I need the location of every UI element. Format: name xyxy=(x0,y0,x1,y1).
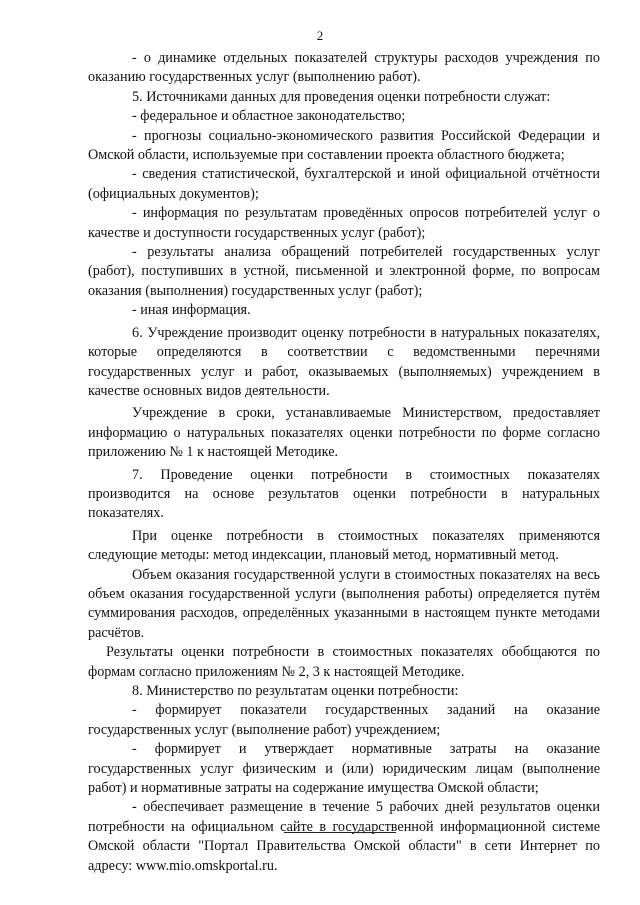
document-body xyxy=(88,49,600,876)
list-item-other: - иная информация. xyxy=(132,302,251,319)
paragraph-8-ministry: 8. Министерство по результатам оценки потребности: xyxy=(132,683,459,699)
paragraph-volume: Объем оказания государственной услуги в стоимостных показателях на весь объем оказания государственной услуги (выполнения работы) определяется путём суммирования расходов, определённых указанными в настоящем пункте методами расчётов. xyxy=(88,566,600,641)
closing-rule xyxy=(284,832,396,833)
paragraph-results-summary: Результаты оценки потребности в стоимостных показателях обобщаются по формам согласно приложениям № 2, 3 к настоящей Методике. xyxy=(88,644,600,680)
list-item-appeals: - результаты анализа обращений потребителей государственных услуг (работ), поступивших в устной, письменной и электронной форме, по вопросам оказания (выполнения) государственных услуг (работ); xyxy=(88,244,600,299)
list-item-publication: - обеспечивает размещение в течение 5 рабочих дней результатов оценки потребности на официальном сайте в государственной информационной системе Омской области "Портал Правительства Омской области" в сети Интернет по адресу: www.mio.omskportal.ru. xyxy=(88,799,600,874)
list-item-legislation: - федеральное и областное законодательство; xyxy=(132,108,406,125)
list-item-tasks: - формирует показатели государственных заданий на оказание государственных услуг (выполнение работ) учреждением; xyxy=(88,702,600,738)
list-item-surveys: - информация по результатам проведённых опросов потребителей услуг о качестве и доступности государственных услуг (работ); xyxy=(88,205,600,241)
paragraph-methods: При оценке потребности в стоимостных показателях применяются следующие методы: метод индексации, плановый метод, нормативный метод. xyxy=(88,527,600,564)
paragraph-5-sources: 5. Источниками данных для проведения оценки потребности служат: xyxy=(132,88,551,105)
paragraph-6-natural: 6. Учреждение производит оценку потребности в натуральных показателях, которые определяются в соответствии с ведомственными перечнями государственных услуг и работ, оказываемых (выполняемых) учреждением в качестве основных видов деятельности. xyxy=(88,324,600,399)
page-number: 2 xyxy=(316,28,324,43)
paragraph-7-cost: 7. Проведение оценки потребности в стоимостных показателях производится на основе результатов оценки потребности в натуральных показателях. xyxy=(88,466,600,522)
list-item-normative-costs: - формирует и утверждает нормативные затраты на оказание государственных услуг физическим и (или) юридическим лицам (выполнение работ) и нормативные затраты на содержание имущества Омской области; xyxy=(88,741,600,797)
list-item-forecasts: - прогнозы социально-экономического развития Российской Федерации и Омской области, используемые при составлении проекта областного бюджета; xyxy=(88,127,600,164)
paragraph-dynamics: - о динамике отдельных показателей структуры расходов учреждения по оказанию государственных услуг (выполнению работ). xyxy=(88,50,600,86)
paragraph-institution-info: Учреждение в сроки, устанавливаемые Министерством, предоставляет информацию о натуральных показателях оценки потребности по форме согласно приложению № 1 к настоящей Методике. xyxy=(88,405,600,461)
list-item-statistics: - сведения статистической, бухгалтерской и иной официальной отчётности (официальных документов); xyxy=(88,166,600,202)
